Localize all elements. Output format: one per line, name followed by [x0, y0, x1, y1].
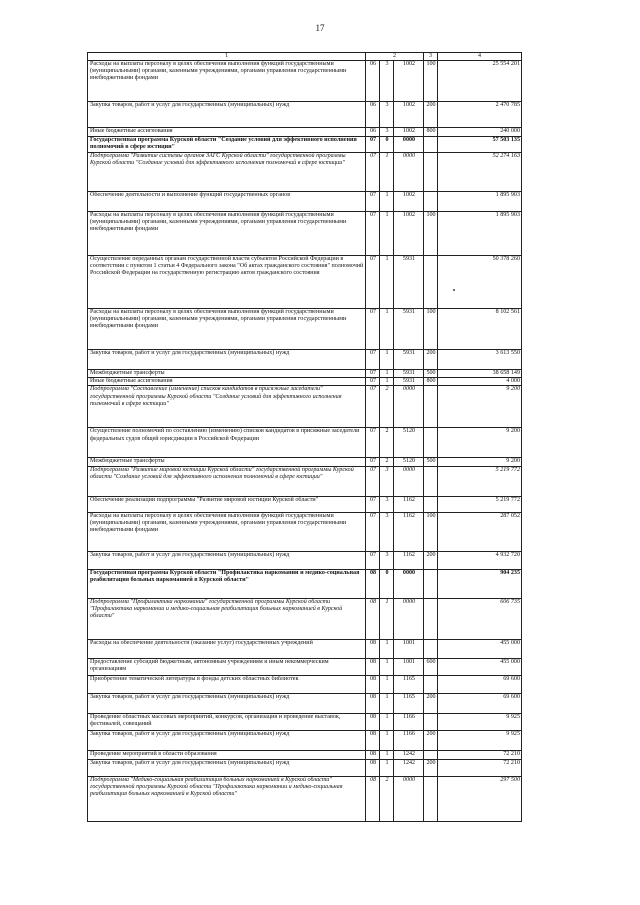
row-section-cell: 07 — [366, 309, 380, 350]
row-name-cell: Предоставление субсидий бюджетным, автономным учреждениям и иным некоммерческим организациям — [88, 658, 366, 675]
row-target-cell: 5120 — [394, 458, 424, 466]
row-group-cell — [424, 569, 438, 598]
row-section-cell: 08 — [366, 730, 380, 750]
row-group-cell — [424, 466, 438, 496]
header-col-2: 2 — [366, 53, 424, 61]
row-group-cell: 200 — [424, 102, 438, 128]
table-row — [88, 458, 522, 466]
row-sum-cell: 57 503 135 — [438, 137, 522, 153]
row-section-cell: 07 — [366, 551, 380, 569]
row-name-cell: Приобретение тематической литературы в фонды детских областных библиотек — [88, 675, 366, 693]
table-row — [88, 386, 522, 428]
row-section-cell: 07 — [366, 153, 380, 192]
row-sum-cell: 9 200 — [438, 428, 522, 458]
table-row — [88, 512, 522, 551]
row-target-cell: 1002 — [394, 102, 424, 128]
row-subsection-cell: 3 — [380, 551, 394, 569]
table-row — [88, 598, 522, 639]
table-row — [88, 730, 522, 750]
row-sum-cell: 4 000 — [438, 378, 522, 386]
row-target-cell: 5931 — [394, 256, 424, 309]
row-sum-cell: 38 658 149 — [438, 370, 522, 378]
row-sum-cell: 69 600 — [438, 693, 522, 713]
row-section-cell: 07 — [366, 256, 380, 309]
row-target-cell: 1002 — [394, 61, 424, 102]
row-target-cell: 1166 — [394, 713, 424, 730]
row-group-cell — [424, 639, 438, 658]
row-group-cell — [424, 776, 438, 821]
row-name-cell: Обеспечение деятельности и выполнение функций государственных органов — [88, 192, 366, 212]
row-section-cell: 07 — [366, 192, 380, 212]
row-subsection-cell: 1 — [380, 350, 394, 370]
row-section-cell: 08 — [366, 713, 380, 730]
row-target-cell: 1242 — [394, 750, 424, 759]
row-section-cell: 07 — [366, 212, 380, 256]
row-subsection-cell: 2 — [380, 428, 394, 458]
row-sum-cell: 904 235 — [438, 569, 522, 598]
row-target-cell: 1162 — [394, 551, 424, 569]
table-row — [88, 675, 522, 693]
row-target-cell: 5931 — [394, 378, 424, 386]
row-target-cell: 0000 — [394, 466, 424, 496]
row-sum-cell: 2 470 785 — [438, 102, 522, 128]
row-target-cell: 1162 — [394, 512, 424, 551]
row-group-cell — [424, 713, 438, 730]
row-section-cell: 07 — [366, 386, 380, 428]
row-name-cell: Закупка товаров, работ и услуг для государственных (муниципальных) нужд — [88, 102, 366, 128]
row-name-cell: Осуществление переданных органам государственной власти субъектов Российской Федерации в соответствии с пунктом 1 статьи 4 Федерального закона "Об актах гражданского состояния" полномочий Российской Федерации на государственную регистрацию актов гражданского состояния — [88, 256, 366, 309]
row-name-cell: Расходы на выплаты персоналу в целях обеспечения выполнения функций государственными (муниципальными) органами, казенными учреждениями, органами управления государственными внебюджетными фондами — [88, 212, 366, 256]
table-row — [88, 350, 522, 370]
row-section-cell: 07 — [366, 370, 380, 378]
table-row — [88, 212, 522, 256]
row-section-cell: 06 — [366, 128, 380, 137]
row-sum-cell: 25 554 201 — [438, 61, 522, 102]
scan-speck — [453, 289, 455, 291]
row-target-cell: 1001 — [394, 658, 424, 675]
row-group-cell: 500 — [424, 458, 438, 466]
row-group-cell: 100 — [424, 212, 438, 256]
row-section-cell: 08 — [366, 750, 380, 759]
row-subsection-cell: 1 — [380, 309, 394, 350]
row-subsection-cell: 1 — [380, 256, 394, 309]
row-sum-cell: 5 219 772 — [438, 496, 522, 512]
table-row — [88, 128, 522, 137]
row-group-cell: 200 — [424, 693, 438, 713]
row-subsection-cell: 1 — [380, 750, 394, 759]
table-row — [88, 639, 522, 658]
row-subsection-cell: 1 — [380, 212, 394, 256]
row-group-cell: 800 — [424, 128, 438, 137]
row-sum-cell: 455 000 — [438, 639, 522, 658]
row-subsection-cell: 3 — [380, 496, 394, 512]
row-group-cell: 600 — [424, 658, 438, 675]
row-name-cell: Межбюджетные трансферты — [88, 458, 366, 466]
row-sum-cell: 72 210 — [438, 750, 522, 759]
header-col-1: 1 — [88, 53, 366, 61]
row-subsection-cell: 1 — [380, 730, 394, 750]
table-row — [88, 192, 522, 212]
row-name-cell: Иные бюджетные ассигнования — [88, 378, 366, 386]
table-row — [88, 569, 522, 598]
table-header-row — [88, 53, 522, 61]
row-section-cell: 08 — [366, 569, 380, 598]
row-sum-cell: 455 000 — [438, 658, 522, 675]
row-section-cell: 07 — [366, 466, 380, 496]
budget-table — [87, 52, 522, 822]
row-target-cell: 5931 — [394, 350, 424, 370]
row-sum-cell: 1 895 903 — [438, 192, 522, 212]
row-subsection-cell: 1 — [380, 693, 394, 713]
row-sum-cell: 287 052 — [438, 512, 522, 551]
row-section-cell: 08 — [366, 776, 380, 821]
row-sum-cell: 8 102 561 — [438, 309, 522, 350]
row-section-cell: 07 — [366, 137, 380, 153]
row-name-cell: Закупка товаров, работ и услуг для государственных (муниципальных) нужд — [88, 730, 366, 750]
table-row — [88, 759, 522, 776]
row-group-cell: 200 — [424, 350, 438, 370]
header-col-4: 4 — [438, 53, 522, 61]
row-group-cell: 200 — [424, 551, 438, 569]
row-subsection-cell: 1 — [380, 153, 394, 192]
row-section-cell: 06 — [366, 61, 380, 102]
row-target-cell: 1242 — [394, 759, 424, 776]
row-sum-cell: 9 200 — [438, 458, 522, 466]
table-row — [88, 61, 522, 102]
row-sum-cell: 297 500 — [438, 776, 522, 821]
row-name-cell: Подпрограмма "Профилактика наркомании" государственной программы Курской области "Профилактика наркомании и медико-социальная реабилитация больных наркоманией в Курской области" — [88, 598, 366, 639]
row-name-cell: Закупка товаров, работ и услуг для государственных (муниципальных) нужд — [88, 350, 366, 370]
row-name-cell: Проведение областных массовых мероприятий, конкурсов, организация и проведение выставок, фестивалей, совещаний — [88, 713, 366, 730]
row-subsection-cell: 1 — [380, 713, 394, 730]
table-row — [88, 776, 522, 821]
row-section-cell: 08 — [366, 658, 380, 675]
row-name-cell: Осуществление полномочий по составлению (изменению) списков кандидатов в присяжные заседатели федеральных судов общей юрисдикции в Российской Федерации — [88, 428, 366, 458]
row-section-cell: 07 — [366, 496, 380, 512]
row-subsection-cell: 3 — [380, 61, 394, 102]
row-sum-cell: 72 210 — [438, 759, 522, 776]
table-row — [88, 713, 522, 730]
row-subsection-cell: 1 — [380, 639, 394, 658]
row-name-cell: Закупка товаров, работ и услуг для государственных (муниципальных) нужд — [88, 551, 366, 569]
row-group-cell — [424, 386, 438, 428]
row-name-cell: Обеспечение реализации подпрограммы "Развитие мировой юстиции Курской области" — [88, 496, 366, 512]
row-name-cell: Государственная программа Курской области "Создание условий для эффективного исполнения полномочий в сфере юстиции" — [88, 137, 366, 153]
row-section-cell: 08 — [366, 639, 380, 658]
page-number: 17 — [315, 23, 325, 33]
row-subsection-cell: 1 — [380, 192, 394, 212]
table-row — [88, 466, 522, 496]
table-row — [88, 309, 522, 350]
row-group-cell: 200 — [424, 730, 438, 750]
row-group-cell: 800 — [424, 378, 438, 386]
table-row — [88, 693, 522, 713]
row-target-cell: 1162 — [394, 496, 424, 512]
row-group-cell: 100 — [424, 512, 438, 551]
row-subsection-cell: 3 — [380, 512, 394, 551]
row-sum-cell: 9 200 — [438, 386, 522, 428]
row-name-cell: Межбюджетные трансферты — [88, 370, 366, 378]
row-name-cell: Расходы на выплаты персоналу в целях обеспечения выполнения функций государственными (муниципальными) органами, казенными учреждениями, органами управления государственными внебюджетными фондами — [88, 512, 366, 551]
table-row — [88, 102, 522, 128]
row-sum-cell: 50 378 260 — [438, 256, 522, 309]
table-row — [88, 137, 522, 153]
row-subsection-cell: 1 — [380, 675, 394, 693]
row-name-cell: Расходы на обеспечение деятельности (оказание услуг) государственных учреждений — [88, 639, 366, 658]
row-section-cell: 08 — [366, 693, 380, 713]
row-target-cell: 0000 — [394, 598, 424, 639]
row-target-cell: 1002 — [394, 192, 424, 212]
row-group-cell — [424, 750, 438, 759]
row-subsection-cell: 1 — [380, 598, 394, 639]
row-target-cell: 0000 — [394, 137, 424, 153]
row-section-cell: 07 — [366, 512, 380, 551]
table-row — [88, 378, 522, 386]
row-subsection-cell: 3 — [380, 128, 394, 137]
row-section-cell: 08 — [366, 598, 380, 639]
table-row — [88, 153, 522, 192]
row-subsection-cell: 2 — [380, 386, 394, 428]
row-target-cell: 1002 — [394, 128, 424, 137]
row-group-cell — [424, 256, 438, 309]
row-target-cell: 0000 — [394, 386, 424, 428]
row-name-cell: Закупка товаров, работ и услуг для государственных (муниципальных) нужд — [88, 693, 366, 713]
row-target-cell: 1165 — [394, 675, 424, 693]
row-name-cell: Подпрограмма "Развитие системы органов ЗАГС Курской области" государственной программы Курской области "Создание условий для эффективного исполнения полномочий в сфере юстиции" — [88, 153, 366, 192]
row-sum-cell: 606 735 — [438, 598, 522, 639]
row-name-cell: Расходы на выплаты персоналу в целях обеспечения выполнения функций государственными (муниципальными) органами, казенными учреждениями, органами управления государственными внебюджетными фондами — [88, 61, 366, 102]
row-section-cell: 07 — [366, 378, 380, 386]
row-sum-cell: 4 932 720 — [438, 551, 522, 569]
row-subsection-cell: 1 — [380, 658, 394, 675]
row-subsection-cell: 2 — [380, 458, 394, 466]
header-col-3: 3 — [424, 53, 438, 61]
row-target-cell: 0000 — [394, 776, 424, 821]
row-target-cell: 1166 — [394, 730, 424, 750]
row-subsection-cell: 1 — [380, 370, 394, 378]
table-row — [88, 256, 522, 309]
budget-table-body — [88, 53, 522, 822]
row-subsection-cell: 0 — [380, 569, 394, 598]
row-group-cell — [424, 137, 438, 153]
row-target-cell: 1001 — [394, 639, 424, 658]
row-subsection-cell: 3 — [380, 102, 394, 128]
row-group-cell — [424, 496, 438, 512]
row-target-cell: 0000 — [394, 153, 424, 192]
row-section-cell: 08 — [366, 675, 380, 693]
table-row — [88, 496, 522, 512]
row-sum-cell: 52 274 163 — [438, 153, 522, 192]
row-sum-cell: 3 613 550 — [438, 350, 522, 370]
table-row — [88, 370, 522, 378]
row-target-cell: 0000 — [394, 569, 424, 598]
row-sum-cell: 9 925 — [438, 713, 522, 730]
row-name-cell: Подпрограмма "Составление (изменение) списков кандидатов в присяжные заседатели" государственной программы Курской области "Создание условий для эффективного исполнения полномочий в сфере юстиции" — [88, 386, 366, 428]
row-group-cell — [424, 428, 438, 458]
row-group-cell: 200 — [424, 759, 438, 776]
row-group-cell — [424, 153, 438, 192]
table-row — [88, 750, 522, 759]
row-name-cell: Подпрограмма "Развитие мировой юстиции Курской области" государственной программы Курской области "Создание условий для эффективного исполнения полномочий в сфере юстиции" — [88, 466, 366, 496]
table-row — [88, 658, 522, 675]
row-target-cell: 5931 — [394, 309, 424, 350]
row-subsection-cell: 1 — [380, 378, 394, 386]
table-row — [88, 551, 522, 569]
row-group-cell: 100 — [424, 61, 438, 102]
row-group-cell: 100 — [424, 309, 438, 350]
row-target-cell: 1165 — [394, 693, 424, 713]
row-target-cell: 5931 — [394, 370, 424, 378]
row-section-cell: 08 — [366, 759, 380, 776]
row-section-cell: 06 — [366, 102, 380, 128]
row-group-cell — [424, 598, 438, 639]
row-section-cell: 07 — [366, 428, 380, 458]
row-name-cell: Закупка товаров, работ и услуг для государственных (муниципальных) нужд — [88, 759, 366, 776]
row-section-cell: 07 — [366, 350, 380, 370]
table-row — [88, 428, 522, 458]
row-subsection-cell: 3 — [380, 466, 394, 496]
row-name-cell: Подпрограмма "Медико-социальная реабилитация больных наркоманией в Курской области" государственной программы Курской области "Профилактика наркомании и медико-социальная реабилитация больных наркоманией в Курской области" — [88, 776, 366, 821]
row-section-cell: 07 — [366, 458, 380, 466]
row-target-cell: 1002 — [394, 212, 424, 256]
row-sum-cell: 69 600 — [438, 675, 522, 693]
row-sum-cell: 5 219 772 — [438, 466, 522, 496]
row-name-cell: Проведение мероприятий в области образования — [88, 750, 366, 759]
row-name-cell: Государственная программа Курской области "Профилактика наркомании и медико-социальная реабилитация больных наркоманией в Курской области" — [88, 569, 366, 598]
row-group-cell — [424, 675, 438, 693]
row-subsection-cell: 0 — [380, 137, 394, 153]
row-name-cell: Иные бюджетные ассигнования — [88, 128, 366, 137]
row-sum-cell: 1 895 903 — [438, 212, 522, 256]
row-sum-cell: 9 925 — [438, 730, 522, 750]
row-subsection-cell: 2 — [380, 776, 394, 821]
row-subsection-cell: 1 — [380, 759, 394, 776]
row-target-cell: 5120 — [394, 428, 424, 458]
row-sum-cell: 240 000 — [438, 128, 522, 137]
row-group-cell — [424, 192, 438, 212]
row-group-cell: 500 — [424, 370, 438, 378]
row-name-cell: Расходы на выплаты персоналу в целях обеспечения выполнения функций государственными (муниципальными) органами, казенными учреждениями, органами управления государственными внебюджетными фондами — [88, 309, 366, 350]
